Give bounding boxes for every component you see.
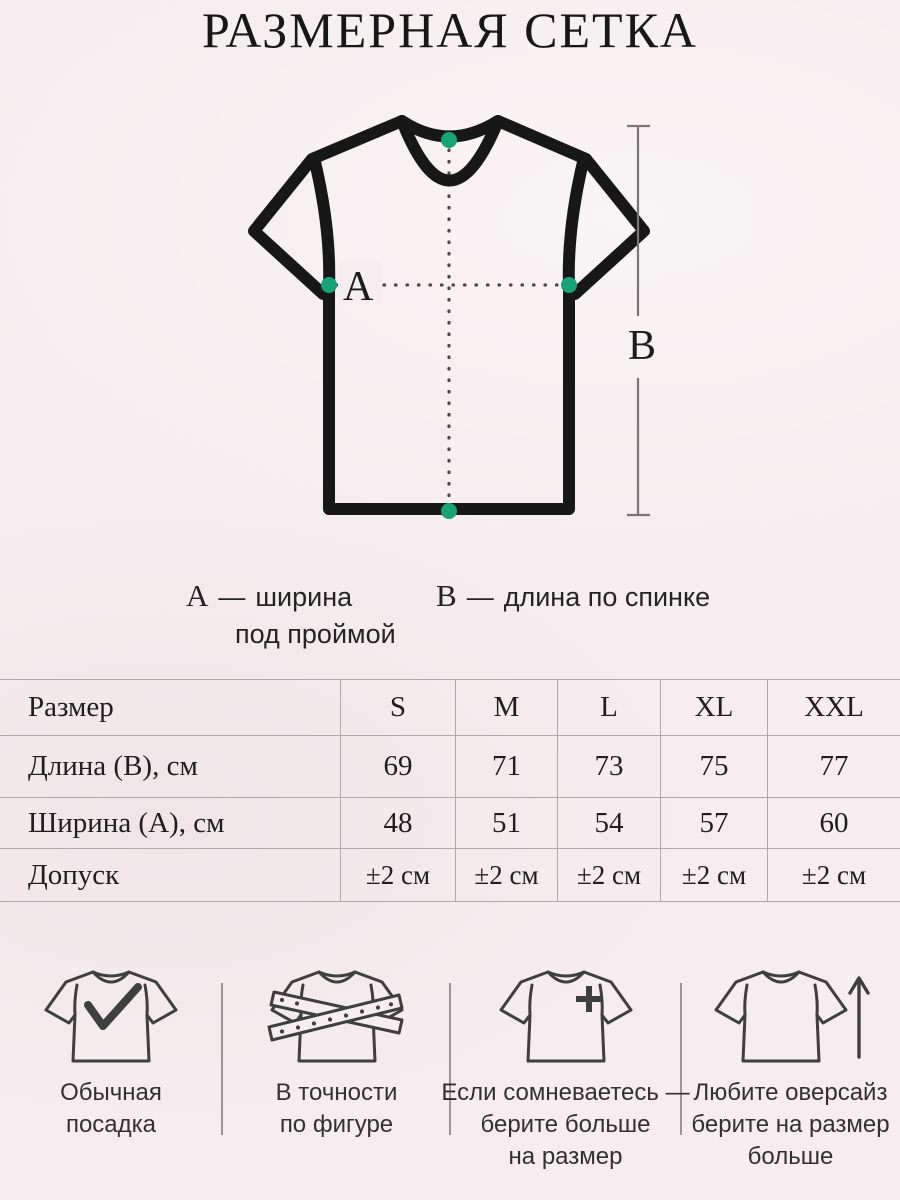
armhole-seam-left	[315, 162, 329, 287]
tshirt-plus-icon	[481, 965, 651, 1065]
table-row-label-tolerance: Допуск	[0, 849, 340, 902]
length-bracket-line	[627, 126, 650, 515]
up-arrow	[850, 978, 868, 1057]
table-header-xl: XL	[660, 680, 767, 736]
tshirt-tape-icon	[252, 965, 422, 1065]
label-a: A	[343, 264, 374, 310]
legend-width	[186, 579, 396, 651]
table-cell: ±2 см	[557, 849, 660, 902]
table-cell: ±2 см	[340, 849, 455, 902]
tshirt-check-icon	[26, 965, 196, 1065]
fit-guide-size-up	[441, 960, 690, 1195]
legend-length: B — длина по спинке	[436, 578, 711, 613]
table-cell: 54	[557, 798, 660, 849]
table-header-xxl: XXL	[767, 680, 900, 736]
legend-width-line1: A — ширина	[186, 578, 353, 613]
table-cell: 69	[340, 736, 455, 798]
fit-guide-exact	[223, 960, 450, 1195]
table-cell: ±2 см	[660, 849, 767, 902]
guide-caption: В точности по фигуре	[275, 1079, 398, 1138]
table-row-label-width: Ширина (A), см	[0, 798, 340, 849]
fit-guide-regular	[0, 960, 222, 1195]
table-header-m: M	[455, 680, 557, 736]
table-cell: 71	[455, 736, 557, 798]
guide-caption: Если сомневаетесь — берите больше на размер	[441, 1079, 690, 1170]
tshirt-measurement-diagram	[0, 95, 900, 565]
guide-caption: Любите оверсайз берите на размер больше	[691, 1079, 890, 1170]
table-row-label-length: Длина (B), см	[0, 736, 340, 798]
table-cell: ±2 см	[767, 849, 900, 902]
table-cell: 75	[660, 736, 767, 798]
table-header-l: L	[557, 680, 660, 736]
table-header-size: Размер	[0, 680, 340, 736]
table-cell: 57	[660, 798, 767, 849]
table-cell: 51	[455, 798, 557, 849]
table-cell: 77	[767, 736, 900, 798]
table-cell: 48	[340, 798, 455, 849]
table-cell: 60	[767, 798, 900, 849]
tshirt-arrow-icon	[706, 965, 876, 1065]
page-title: РАЗМЕРНАЯ СЕТКА	[201, 2, 699, 58]
table-cell: ±2 см	[455, 849, 557, 902]
legend-width-line2: под проймой	[235, 619, 396, 649]
label-b: B	[628, 323, 657, 369]
table-header-s: S	[340, 680, 455, 736]
guide-caption: Обычная посадка	[60, 1079, 162, 1138]
table-cell: 73	[557, 736, 660, 798]
fit-guide-oversize	[681, 960, 900, 1195]
size-table	[0, 679, 900, 902]
armhole-seam-right	[569, 162, 583, 287]
